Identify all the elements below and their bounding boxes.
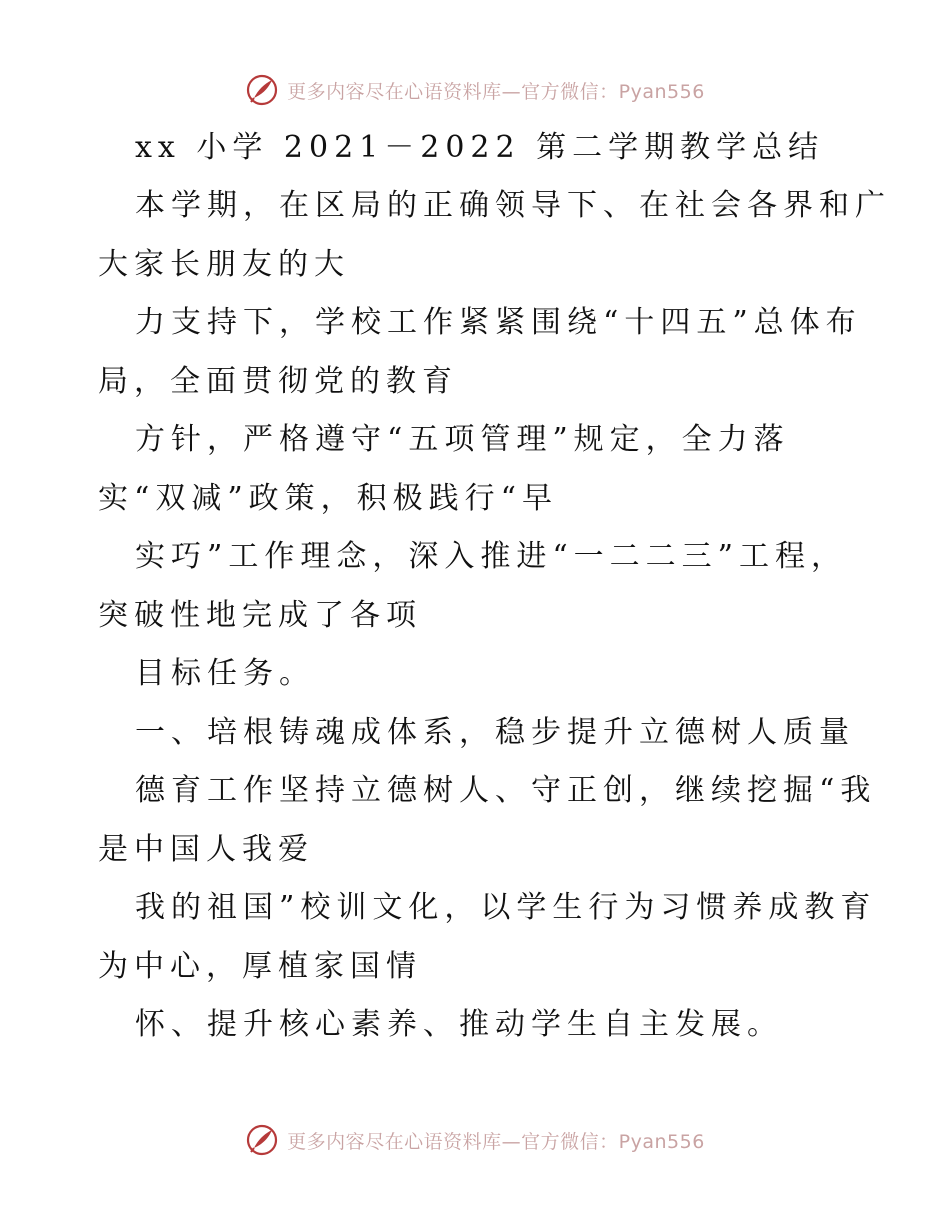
quill-pen-icon [245,1123,279,1157]
paragraph-line: 德育工作坚持立德树人、守正创，继续挖掘“我 [135,773,877,808]
paragraph-line: 突破性地完成了各项 [98,598,422,633]
paragraph-line: 局，全面贯彻党的教育 [98,364,458,399]
paragraph-line: 为中心，厚植家国情 [98,949,422,984]
document-title: xx 小学 2021－2022 第二学期教学总结 [135,130,825,165]
quill-pen-icon [245,73,279,107]
watermark-header [0,70,950,110]
paragraph-line: 本学期，在区局的正确领导下、在社会各界和广 [135,188,891,223]
paragraph-line: 是中国人我爱 [98,832,314,867]
watermark-text: 更多内容尽在心语资料库—官方微信：Pyan556 [287,80,705,103]
paragraph-line: 方针，严格遵守“五项管理”规定，全力落 [135,422,790,457]
paragraph-line: 力支持下，学校工作紧紧围绕“十四五”总体布 [135,305,862,340]
paragraph-line: 实巧”工作理念，深入推进“一二二三”工程， [135,539,848,574]
watermark-footer [0,1120,950,1160]
watermark-text: 更多内容尽在心语资料库—官方微信：Pyan556 [287,1130,705,1153]
paragraph-line: 我的祖国”校训文化，以学生行为习惯养成教育 [135,890,877,925]
paragraph-line: 怀、提升核心素养、推动学生自主发展。 [135,1007,783,1042]
paragraph-line: 目标任务。 [135,656,315,691]
paragraph-line: 实“双减”政策，积极践行“早 [98,481,559,516]
section-heading: 一、培根铸魂成体系，稳步提升立德树人质量 [135,715,855,750]
paragraph-line: 大家长朋友的大 [98,247,350,282]
